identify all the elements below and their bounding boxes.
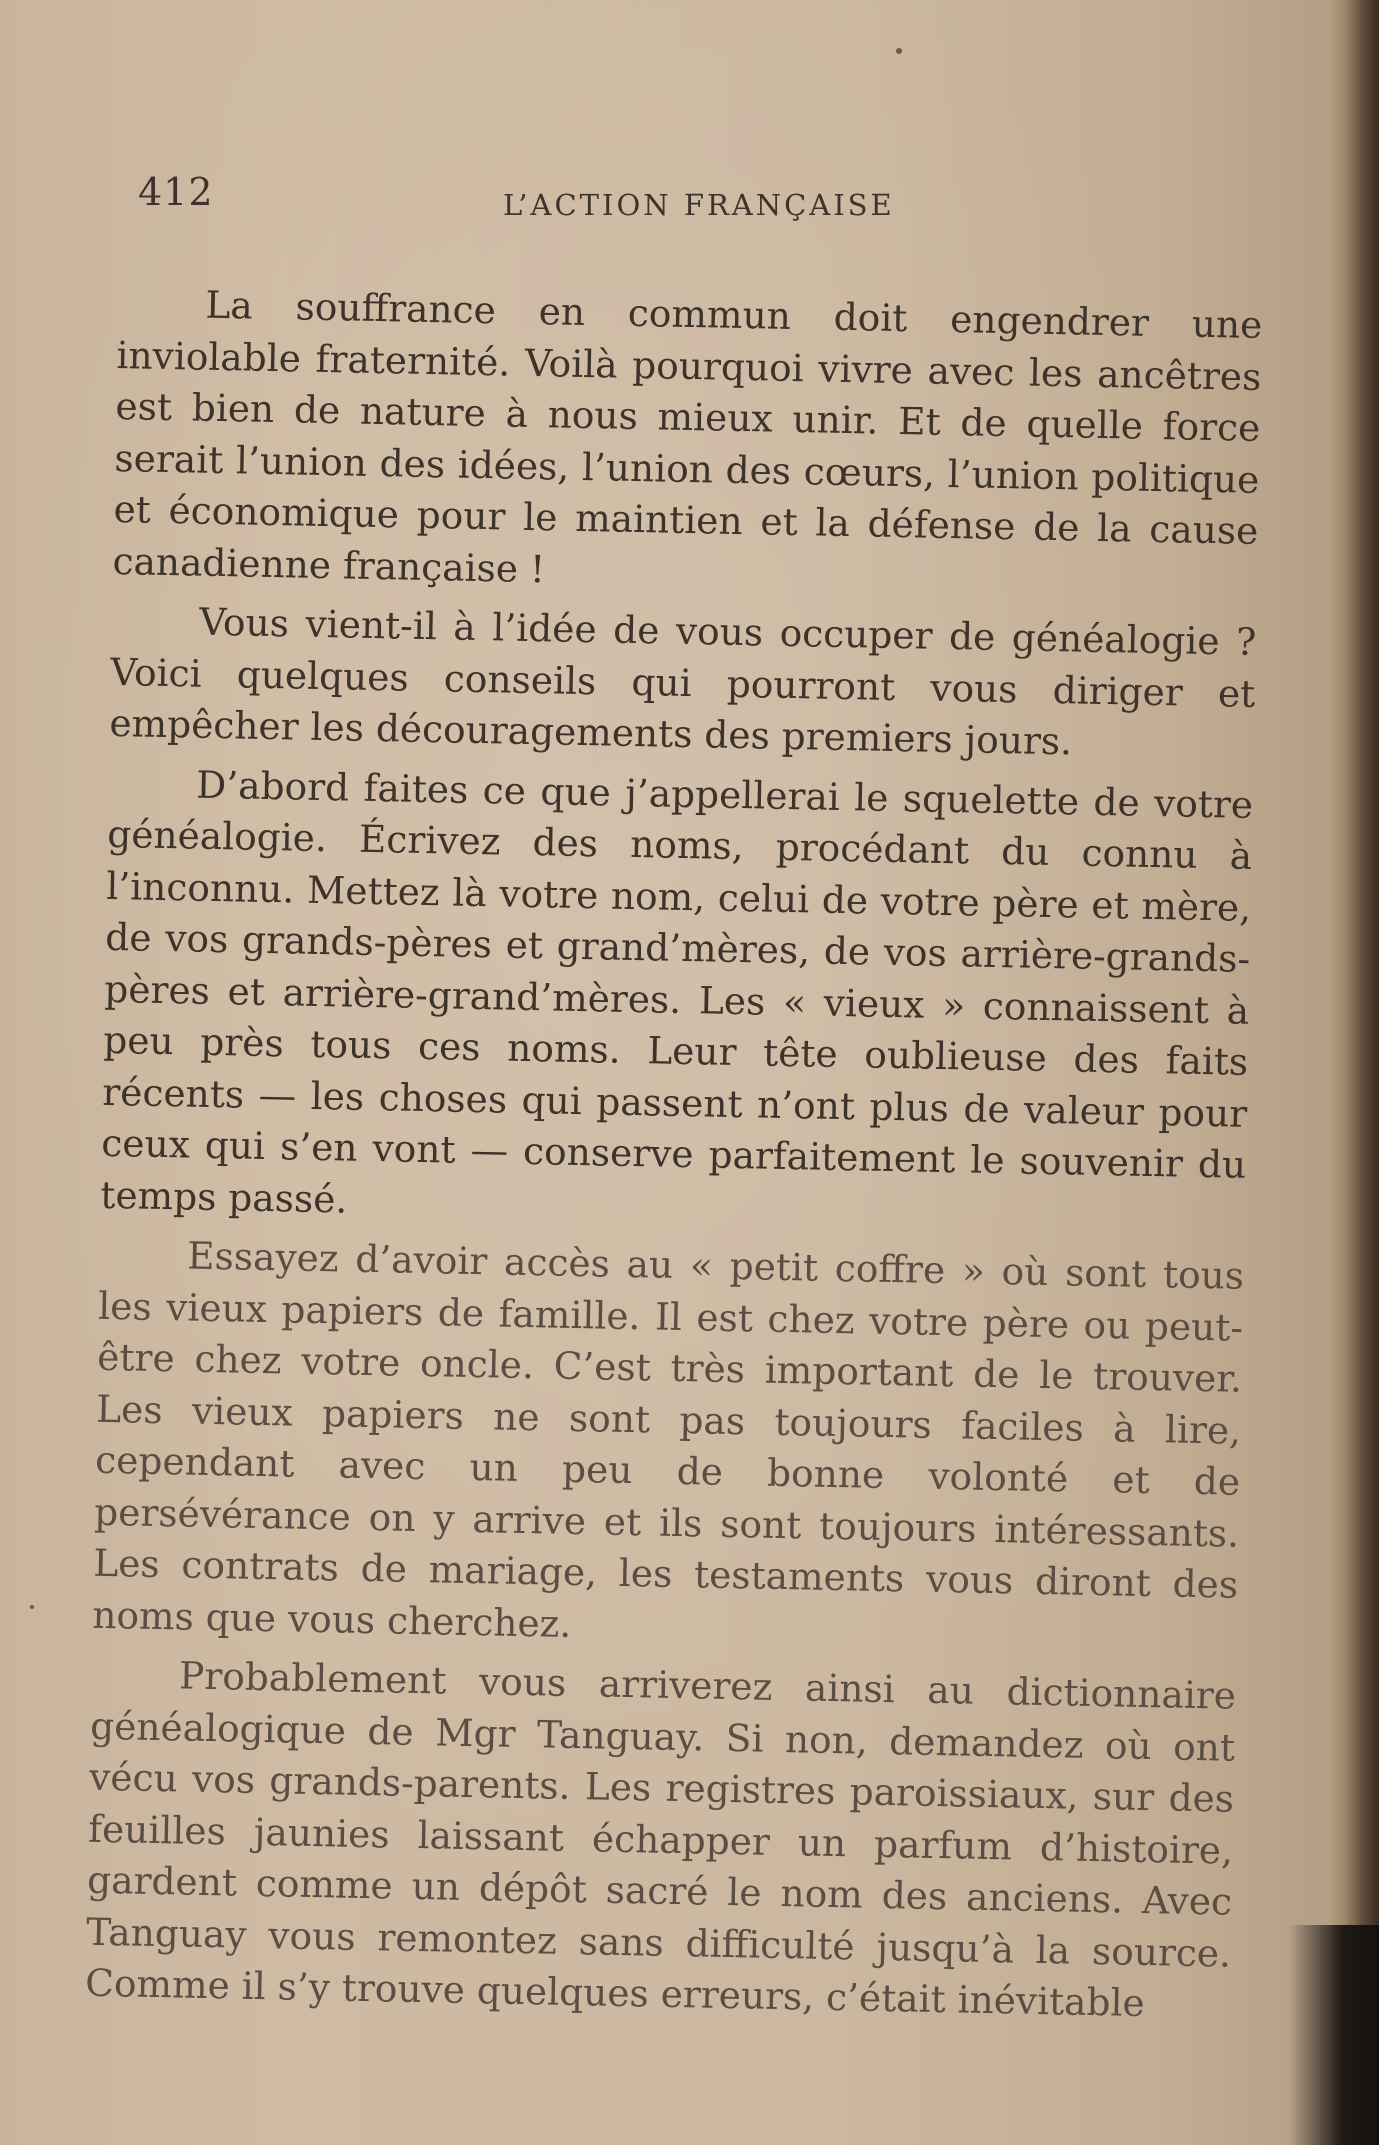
binding-shadow [1289,1925,1379,2145]
paragraph: Probablement vous arriverez ainsi au dictionnaire généalogique de Mgr Tanguay. Si non, demandez où ont vécu vos grands-parents. Les registres paroissiaux, sur des feuilles jaunies laissant échapper un parfum d’histoire, gardent comme un dépôt sacré le nom des anciens. Avec Tanguay vous remontez sans difficulté jusqu’à la source. Comme il s’y trouve quelques erreurs, c’était inévitable [84,1653,1237,2026]
book-binding-edge [1327,0,1379,2145]
paragraph: D’abord faites ce que j’appellerai le squelette de votre généalogie. Écrivez des noms, procédant du connu à l’inconnu. Mettez là votre nom, celui de votre père et mère, de vos grands-pères et grand’mères, de vos arrière-grands-pères et arrière-grand’mères. Les « vieux » connaissent à peu près tous ces noms. Leur tête oublieuse des faits récents — les choses qui passent n’ont plus de valeur pour ceux qui s’en vont — conserve parfaitement le souvenir du temps passé. [99,762,1254,1222]
paragraph: La souffrance en commun doit engendrer une inviolable fraternité. Voilà pourquoi vivre avec les ancêtres est bien de nature à nous mieux unir. Et de quelle force serait l’union des idées, l’union des cœurs, l’union politique et économique pour le maintien et la défense de la cause canadienne française ! [112,282,1263,591]
page-header [138,170,1268,230]
body-text [85,278,1263,2039]
paper-speck [896,48,902,54]
page-number: 412 [138,170,214,214]
running-head: L’ACTION FRANÇAISE [503,188,895,222]
paragraph: Vous vient-il à l’idée de vous occuper de généalogie ? Voici quelques conseils qui pourront vous diriger et empêcher les découragements des premiers jours. [109,599,1257,764]
paragraph: Essayez d’avoir accès au « petit coffre » où sont tous les vieux papiers de famille. Il est chez votre père ou peut-être chez votre oncle. C’est très important de le trouver. Les vieux papiers ne sont pas toujours faciles à lire, cependant avec un peu de bonne volonté et de persévérance on y arrive et ils sont toujours intéressants. Les contrats de mariage, les testaments vous diront des noms que vous cherchez. [91,1233,1245,1646]
paper-speck [30,1605,34,1609]
